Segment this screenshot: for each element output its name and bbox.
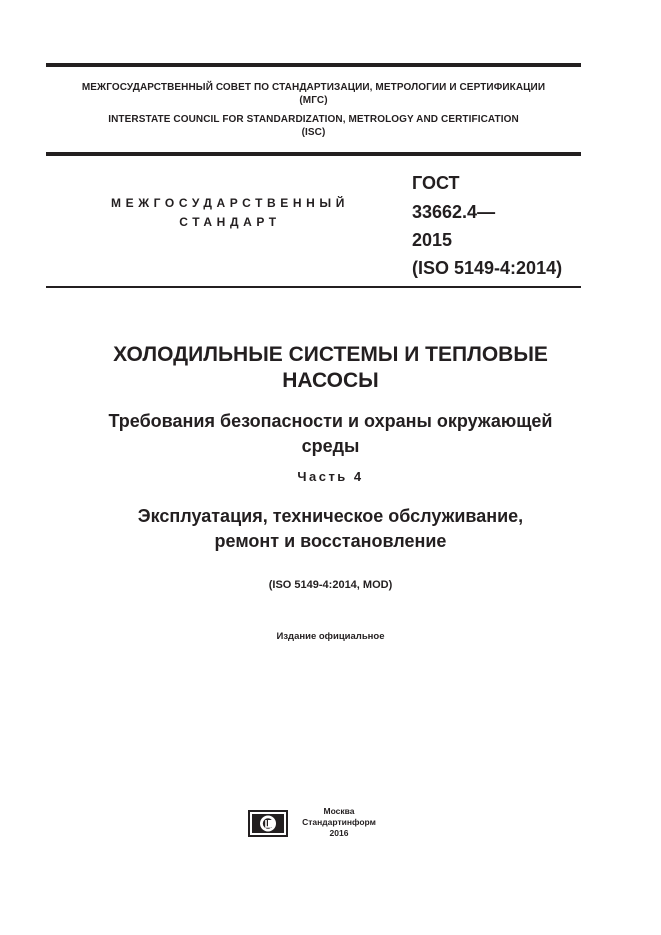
designation-rule: [46, 286, 581, 288]
header-bottom-rule: [46, 152, 581, 156]
top-rule: [46, 63, 581, 67]
document-title-line2: НАСОСЫ: [282, 369, 379, 392]
standartinform-logo-icon: [248, 810, 288, 837]
part-number: Часть 4: [297, 469, 364, 484]
council-ru-name: МЕЖГОСУДАРСТВЕННЫЙ СОВЕТ ПО СТАНДАРТИЗАЦИИ, МЕТРОЛОГИИ И СЕРТИФИКАЦИИ: [81, 82, 546, 93]
part-title-line2: ремонт и восстановление: [214, 531, 447, 551]
standard-kind-line1: МЕЖГОСУДАРСТВЕННЫЙ: [111, 196, 349, 210]
document-subtitle-line1: Требования безопасности и охраны окружающей: [108, 411, 553, 431]
publisher-year: 2016: [329, 828, 349, 838]
part-title-line1: Эксплуатация, техническое обслуживание,: [137, 506, 524, 526]
publisher-imprint: [292, 806, 386, 839]
council-ru-abbr: (МГС): [299, 95, 328, 106]
edition-note: Издание официальное: [276, 631, 385, 642]
publisher-city: Москва: [323, 806, 355, 816]
publisher-name: Стандартинформ: [302, 817, 376, 827]
iso-reference: (ISO 5149-4:2014, MOD): [268, 579, 393, 591]
standard-kind-line2: СТАНДАРТ: [179, 215, 281, 229]
council-en-abbr: (ISC): [301, 127, 326, 138]
gost-number: 33662.4—: [412, 202, 496, 222]
gost-label: ГОСТ: [412, 173, 460, 193]
document-subtitle-line2: среды: [301, 436, 360, 456]
council-en-name: INTERSTATE COUNCIL FOR STANDARDIZATION, METROLOGY AND CERTIFICATION: [108, 114, 519, 125]
gost-iso-equivalent: (ISO 5149-4:2014): [412, 258, 563, 278]
document-title-line1: ХОЛОДИЛЬНЫЕ СИСТЕМЫ И ТЕПЛОВЫЕ: [113, 343, 548, 366]
gost-year: 2015: [412, 230, 453, 250]
